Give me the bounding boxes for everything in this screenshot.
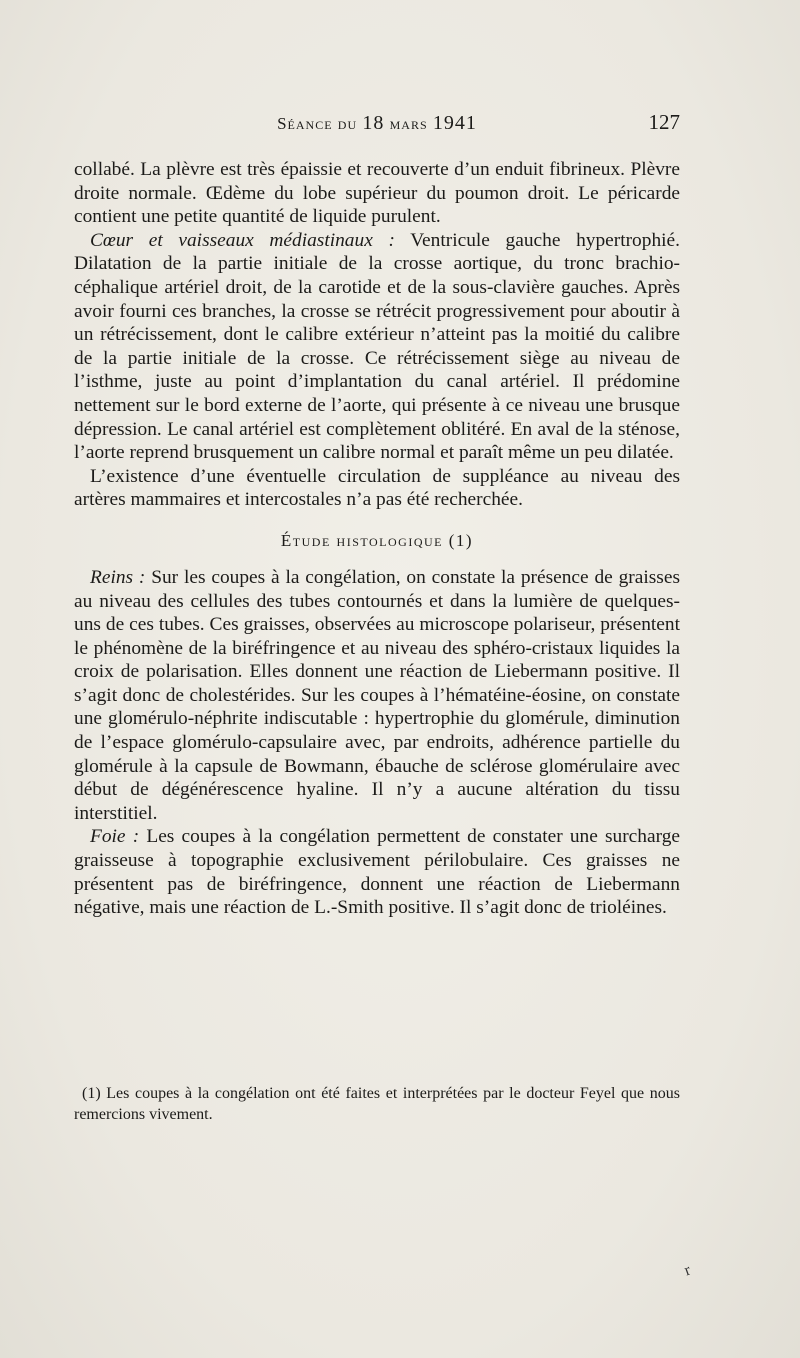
paragraph-3: L’existence d’une éventuelle circulation de suppléance au niveau des artères mammaires et intercostales n’a pas été recherchée. [74, 465, 680, 511]
running-head-day: 18 [362, 112, 385, 134]
paragraph-4-text: Sur les coupes à la congélation, on constate la présence de graisses au niveau des cellules des tubes contournés et dans la lumière de quelques-uns de ces tubes. Ces graisses, observées au microscope polariseur, présentent le phénomène de la biréfringence et au niveau des sphéro-cristaux liquides la croix de polarisation. Elles donnent une réaction de Liebermann positive. Il s’agit donc de cholestérides. Sur les coupes à l’hématéine-éosine, on constate une glomérulo-néphrite indiscutable : hypertrophie du glomérule, diminution de l’espace glomérulo-capsulaire avec, par endroits, adhérence partielle du glomérule à la capsule de Bowmann, ébauche de sclérose glomérulaire avec début de dégénérescence hyaline. Il n’y a aucune altération du tissu interstitiel. [74, 566, 681, 824]
paragraph-1: collabé. La plèvre est très épaissie et recouverte d’un enduit fibrineux. Plèvre droite normale. Œdème du lobe supérieur du poumon droit. Le péricarde contient une petite quantité de liquide purulent. [74, 159, 680, 228]
paragraph-5 [74, 825, 680, 919]
page-header [74, 112, 680, 142]
running-head-prefix: Séance du [277, 114, 358, 133]
body-text [74, 158, 680, 920]
page-number: 127 [648, 110, 680, 134]
footnote: (1) Les coupes à la congélation ont été faites et interprétées par le docteur Feyel que nous remercions vivement. [74, 1085, 680, 1123]
running-head-year: 1941 [432, 112, 477, 134]
margin-mark: r [681, 1261, 693, 1280]
paragraph-2 [74, 229, 680, 465]
running-head [74, 112, 680, 135]
running-head-month: mars [389, 114, 428, 133]
paragraph-4 [74, 566, 680, 826]
paragraph-4-lead: Reins : [90, 566, 146, 588]
paragraph-5-text: Les coupes à la congélation permettent de constater une surcharge graisseuse à topographie exclusivement périlobulaire. Ces graisses ne présentent pas de biréfringence, donnent une réaction de Liebermann négative, mais une réaction de L.-Smith positive. Il s’agit donc de trioléines. [74, 826, 681, 919]
paragraph-2-lead: Cœur et vaisseaux médiastinaux : [90, 229, 395, 251]
section-title: Étude histologique (1) [280, 530, 474, 550]
paragraph-2-text: Ventricule gauche hypertrophié. Dilatation de la partie initiale de la crosse aortique, du tronc brachio-céphalique artériel droit, de la carotide et de la sous-clavière gauches. Après avoir fourni ces branches, la crosse se rétrécit progressivement pour aboutir à un rétrécissement, dont le calibre extérieur n’atteint pas la moitié du calibre de la partie initiale de la crosse. Ce rétrécissement siège au niveau de l’isthme, juste au point d’implantation du canal artériel. Il prédomine nettement sur le bord externe de l’aorte, qui présente à ce niveau une brusque dépression. Le canal artériel est complètement oblitéré. En aval de la sténose, l’aorte reprend brusquement un calibre normal et paraît même un peu dilatée. [74, 229, 680, 464]
paragraph-5-lead: Foie : [90, 826, 140, 848]
